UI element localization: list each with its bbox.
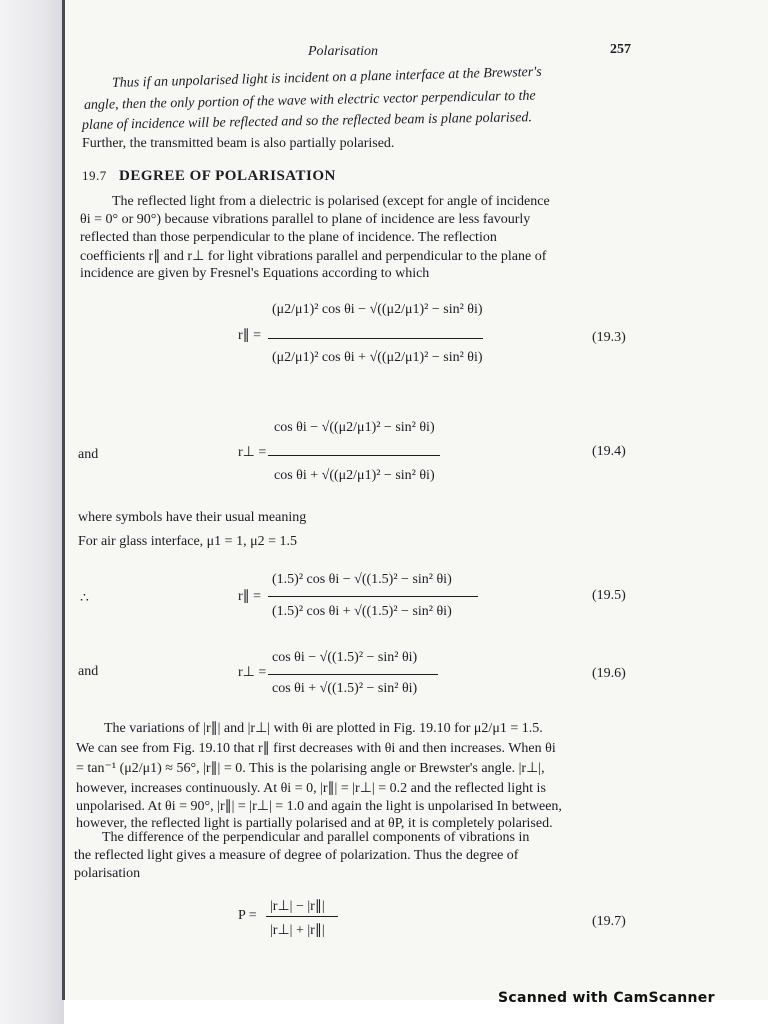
para1-line-4: Further, the transmitted beam is also partially polarised. [82,136,395,151]
para2-line-2: θi = 0° or 90°) because vibrations parallel to plane of incidence are less favourly [80,212,531,227]
eq195-denominator: (1.5)² cos θi + √((1.5)² − sin² θi) [272,604,452,619]
section-title: DEGREE OF POLARISATION [119,168,336,184]
para3-line-5: unpolarised. At θi = 90°, |r∥| = |r⊥| = 1.0 and again the light is unpolarised In between, [76,799,562,814]
air-glass-line: For air glass interface, μ1 = 1, μ2 = 1.5 [78,534,297,549]
eq193-lhs: r∥ = [238,328,262,343]
eq197-lhs: P = [238,908,257,923]
para3-line-3: = tan⁻¹ (μ2/μ1) ≈ 56°, |r∥| = 0. This is the polarising angle or Brewster's angle. |r⊥|, [76,761,545,776]
eq196-lhs: r⊥ = [238,665,267,680]
eq197-label: (19.7) [592,914,626,929]
eq194-label: (19.4) [592,444,626,459]
para1-line-1: Thus if an unpolarised light is incident on a plane interface at the Brewster's [111,64,542,91]
para3-line-4: however, increases continuously. At θi = 0, |r∥| = |r⊥| = 0.2 and the reflected light is [76,781,546,796]
book-spine-shadow [0,0,64,1024]
eq195-lhs: r∥ = [238,589,262,604]
eq194-numerator: cos θi − √((μ2/μ1)² − sin² θi) [274,420,435,435]
running-title: Polarisation [308,44,379,59]
eq197-numerator: |r⊥| − |r∥| [270,899,325,914]
eq194-lhs: r⊥ = [238,445,267,460]
para2-line-5: incidence are given by Fresnel's Equations according to which [80,266,430,281]
eq197-fraction-bar [266,916,338,917]
para2-line-3: reflected than those perpendicular to the plane of incidence. The reflection [80,230,497,245]
eq196-numerator: cos θi − √((1.5)² − sin² θi) [272,650,418,665]
eq193-numerator: (μ2/μ1)² cos θi − √((μ2/μ1)² − sin² θi) [272,302,483,317]
para4-line-3: polarisation [74,866,141,881]
camscanner-watermark: Scanned with CamScanner [498,990,715,1006]
eq195-numerator: (1.5)² cos θi − √((1.5)² − sin² θi) [272,572,452,587]
symbols-line: where symbols have their usual meaning [78,510,307,525]
eq194-denominator: cos θi + √((μ2/μ1)² − sin² θi) [274,468,435,483]
eq193-fraction-bar [268,338,483,339]
eq193-denominator: (μ2/μ1)² cos θi + √((μ2/μ1)² − sin² θi) [272,350,483,365]
eq194-fraction-bar [268,455,440,456]
eq195-label: (19.5) [592,588,626,603]
eq196-prefix: and [78,664,99,679]
section-number: 19.7 [82,168,107,183]
para2-line-4: coefficients r∥ and r⊥ for light vibrations parallel and perpendicular to the plane of [80,249,547,264]
eq196-denominator: cos θi + √((1.5)² − sin² θi) [272,681,418,696]
book-spine-line [62,0,65,1000]
page-number: 257 [610,42,631,57]
para3-line-1: The variations of |r∥| and |r⊥| with θi are plotted in Fig. 19.10 for μ2/μ1 = 1.5. [104,721,543,736]
eq196-label: (19.6) [592,666,626,681]
para3-line-6: however, the reflected light is partially polarised and at θP, it is completely polarised. [76,816,553,831]
eq195-fraction-bar [268,596,478,597]
eq196-fraction-bar [268,674,438,675]
eq197-denominator: |r⊥| + |r∥| [270,923,325,938]
para4-line-1: The difference of the perpendicular and parallel components of vibrations in [102,830,530,845]
eq194-prefix: and [78,447,99,462]
para3-line-2: We can see from Fig. 19.10 that r∥ first decreases with θi and then increases. When θi [76,741,556,756]
para2-line-1: The reflected light from a dielectric is polarised (except for angle of incidence [112,194,550,209]
eq193-label: (19.3) [592,330,626,345]
para1-line-2: angle, then the only portion of the wave with electric vector perpendicular to the [83,88,536,113]
eq195-prefix: ∴ [80,591,89,606]
para1-line-3: plane of incidence will be reflected and so the reflected beam is plane polarised. [81,110,533,133]
section-heading [82,168,336,185]
para4-line-2: the reflected light gives a measure of degree of polarization. Thus the degree of [74,848,519,863]
